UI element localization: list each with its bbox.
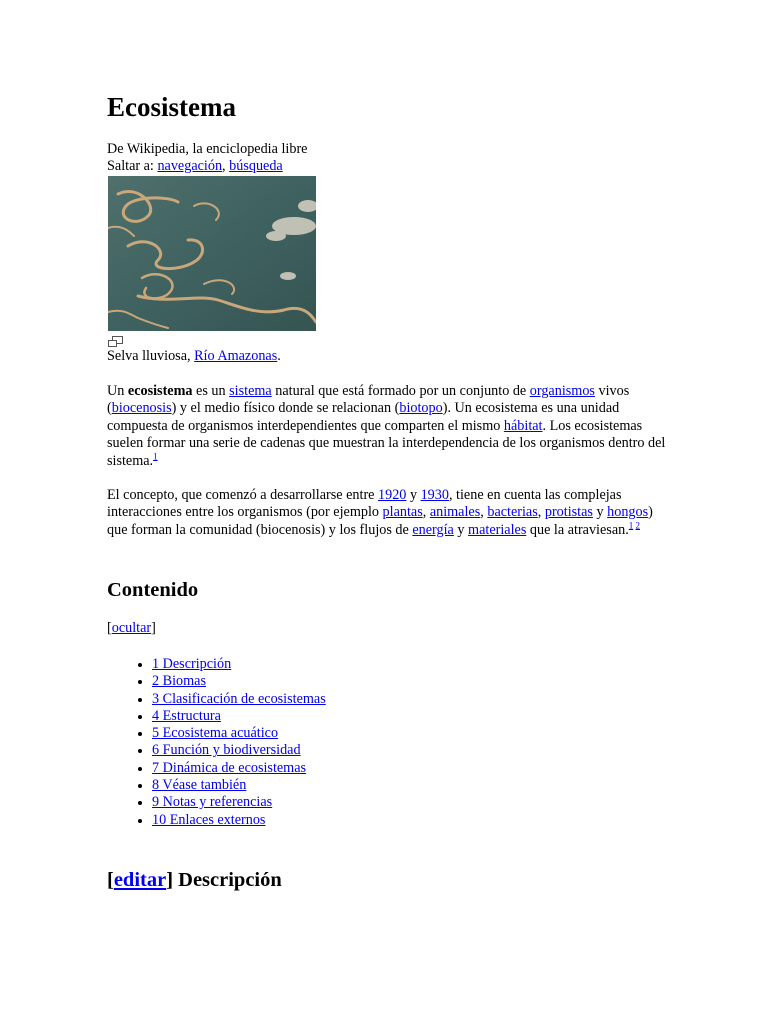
link-sistema[interactable]: sistema [229, 383, 272, 399]
toc-list [107, 656, 326, 829]
site-subtitle: De Wikipedia, la enciclopedia libre [107, 141, 308, 157]
text: y [453, 521, 469, 538]
amazon-river-image[interactable] [108, 176, 316, 331]
caption-text: Selva lluviosa, [107, 348, 195, 364]
text: y [592, 504, 608, 521]
link-habitat[interactable]: hábitat [503, 417, 543, 434]
intro-paragraph [107, 383, 667, 470]
reference-link[interactable]: 2 [635, 520, 641, 531]
hide-toc-link[interactable]: ocultar [111, 620, 152, 636]
section-heading-descripcion [107, 868, 282, 892]
text: vivos ( [107, 383, 630, 417]
text: , [422, 504, 430, 521]
jump-links [107, 158, 283, 175]
text: y [406, 487, 421, 503]
reference-link[interactable]: 1 [628, 520, 634, 531]
jump-prefix: Saltar a: [107, 158, 158, 174]
toc-link[interactable]: 1 Descripción [152, 656, 232, 672]
text: es un [192, 383, 230, 399]
bracket: ] [166, 869, 179, 891]
toc-heading: Contenido [107, 579, 199, 601]
page-title: Ecosistema [107, 92, 236, 122]
link-organismos[interactable]: organismos [529, 383, 595, 399]
text: El concepto, que comenzó a desarrollarse entre [107, 487, 379, 503]
toc-item [152, 777, 326, 794]
link-hongos[interactable]: hongos [607, 504, 649, 521]
link-1930[interactable]: 1930 [420, 487, 449, 503]
search-link[interactable]: búsqueda [229, 158, 283, 174]
toc-link[interactable]: 4 Estructura [152, 707, 221, 724]
caption-end: . [277, 348, 281, 364]
toc-link[interactable]: 9 Notas y referencias [152, 794, 273, 811]
toc-link[interactable]: 5 Ecosistema acuático [152, 725, 279, 742]
toc-item [152, 725, 326, 742]
toc-item [152, 708, 326, 725]
toc-link[interactable]: 3 Clasificación de ecosistemas [152, 690, 326, 707]
toc-item [152, 742, 326, 759]
toc-item [152, 812, 326, 829]
section-title: Descripción [178, 869, 282, 891]
link-materiales[interactable]: materiales [468, 521, 527, 538]
link-animales[interactable]: animales [429, 504, 481, 521]
link-bacterias[interactable]: bacterias [487, 504, 538, 521]
toc-item [152, 794, 326, 811]
link-plantas[interactable]: plantas [382, 504, 423, 521]
text: , tiene en cuenta las complejas interacciones entre los organismos (por ejemplo [107, 487, 622, 521]
aerial-river-photo [108, 176, 316, 331]
text: Un [107, 383, 128, 399]
toc-link[interactable]: 8 Véase también [152, 777, 247, 794]
text: natural que está formado por un conjunto de [271, 383, 530, 399]
link-biotopo[interactable]: biotopo [399, 400, 443, 417]
toc-link[interactable]: 2 Biomas [152, 673, 206, 690]
term-bold: ecosistema [127, 383, 193, 399]
bracket: ] [151, 620, 156, 636]
navigation-link[interactable]: navegación [157, 158, 223, 174]
toc-item [152, 760, 326, 777]
toc-toggle [107, 620, 156, 637]
link-energia[interactable]: energía [412, 521, 454, 538]
concept-paragraph [107, 487, 667, 539]
magnify-icon[interactable] [108, 336, 124, 348]
text: ) que forman la comunidad (biocenosis) y los flujos de [107, 504, 653, 538]
bracket: [ [107, 620, 112, 636]
text: , [480, 504, 488, 521]
reference-link[interactable]: 1 [153, 450, 158, 461]
image-caption [107, 348, 281, 365]
edit-section-link[interactable]: editar [113, 869, 167, 891]
text: . Los ecosistemas suelen formar una serie de cadenas que muestran la interdependencia de los organismos dentro del sistema. [107, 417, 666, 469]
toc-item [152, 691, 326, 708]
toc-link[interactable]: 10 Enlaces externos [152, 811, 266, 828]
bracket: [ [107, 869, 114, 891]
link-protistas[interactable]: protistas [544, 504, 593, 521]
jump-separator: , [222, 158, 230, 174]
toc-link[interactable]: 6 Función y biodiversidad [152, 742, 301, 759]
toc-link[interactable]: 7 Dinámica de ecosistemas [152, 759, 307, 776]
link-1920[interactable]: 1920 [378, 487, 407, 503]
text: ) y el medio físico donde se relacionan ( [171, 400, 400, 417]
text: , [537, 504, 545, 521]
link-biocenosis[interactable]: biocenosis [111, 400, 172, 417]
toc-item [152, 656, 326, 673]
text: que la atraviesan. [526, 521, 629, 538]
amazon-river-link[interactable]: Río Amazonas [194, 348, 278, 364]
toc-item [152, 673, 326, 690]
text: ). Un ecosistema es una unidad compuesta de organismos interdependientes que comparten el mismo [107, 400, 620, 434]
